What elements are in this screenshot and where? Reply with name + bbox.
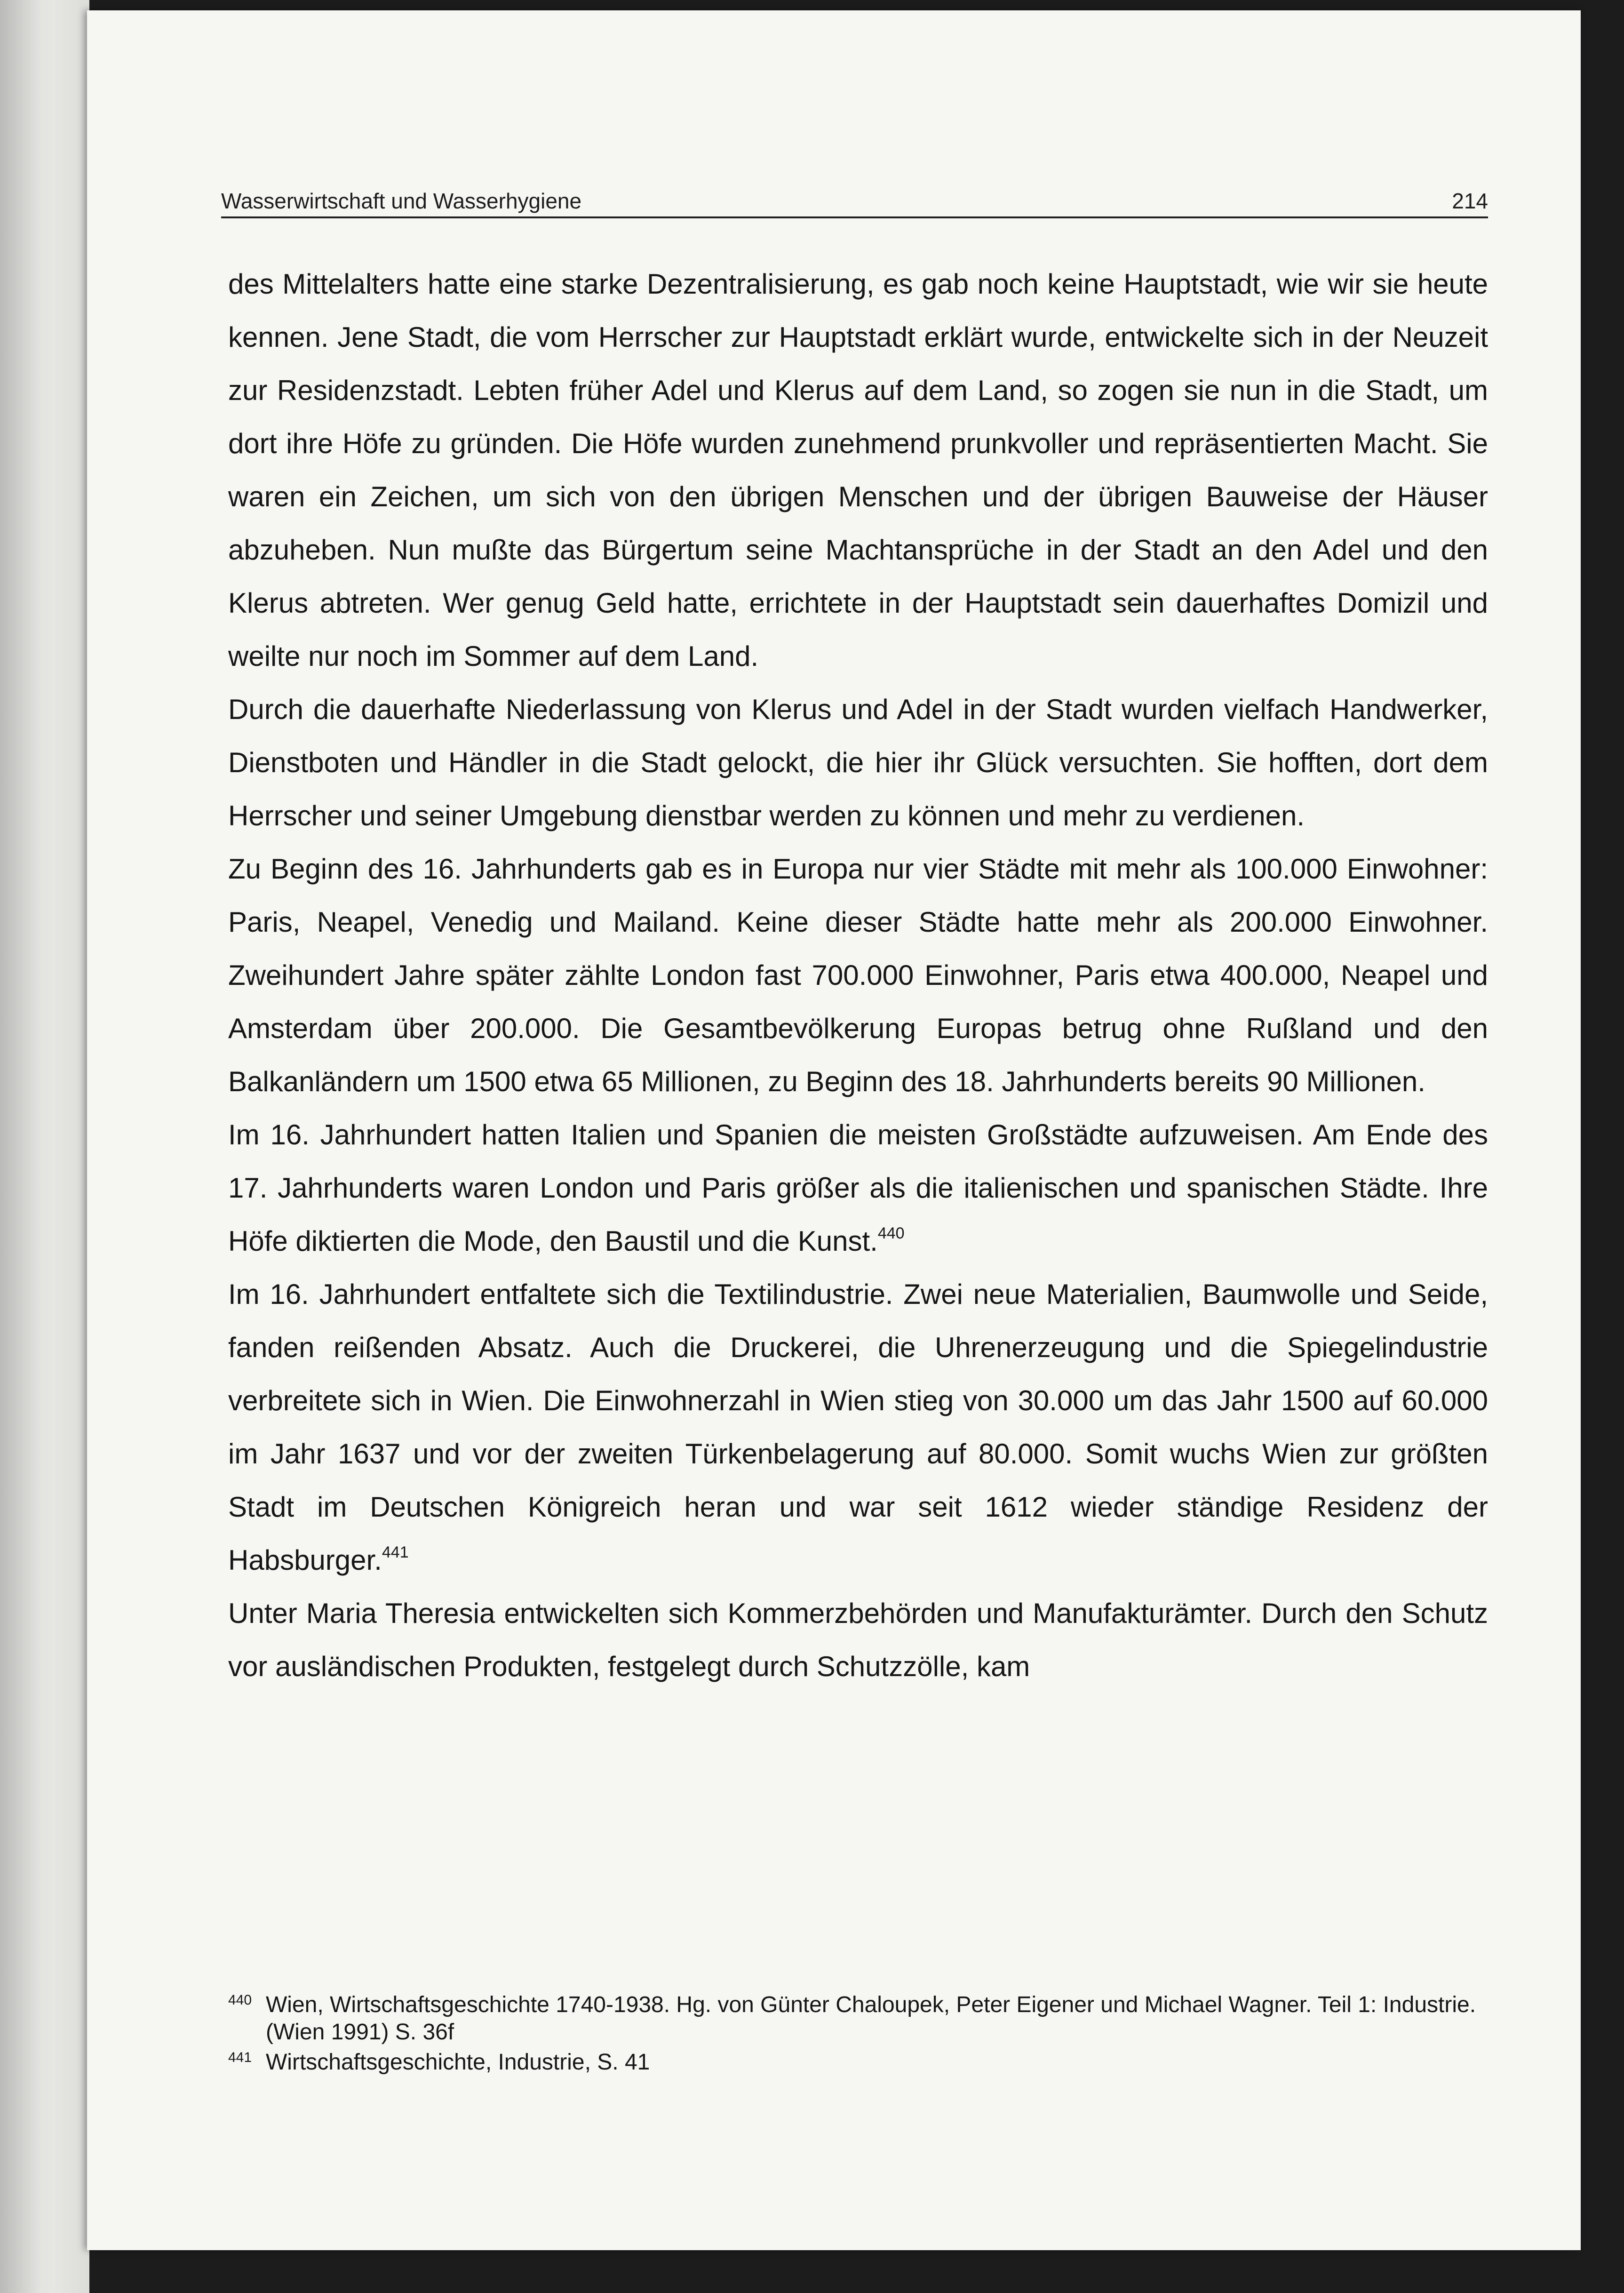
paragraph (228, 257, 1488, 683)
paragraph-text: des Mittelalters hatte eine starke Dezentralisierung, es gab noch keine Hauptstadt, wie wir sie heute kennen. Jene Stadt, die vom Herrscher zur Hauptstadt erklärt wurde, entwickelte sich in der Neuzeit zur Residenzstadt. Lebten früher Adel und Klerus auf dem Land, so zogen sie nun in die Stadt, um dort ihre Höfe zu gründen. Die Höfe wurden zunehmend prunkvoller und repräsentierten Macht. Sie waren ein Zeichen, um sich von den übrigen Menschen und der übrigen Bauweise der Häuser abzuheben. Nun mußte das Bürgertum seine Machtansprüche in der Stadt an den Adel und den Klerus abtreten. Wer genug Geld hatte, errichtete in der Hauptstadt sein dauerhaftes Domizil und weilte nur noch im Sommer auf dem Land. (228, 268, 1488, 672)
paragraph-text: Im 16. Jahrhundert entfaltete sich die Textilindustrie. Zwei neue Materialien, Baumwolle und Seide, fanden reißenden Absatz. Auch die Druckerei, die Uhrenerzeugung und die Spiegelindustrie verbreitete sich in Wien. Die Einwohnerzahl in Wien stieg von 30.000 um das Jahr 1500 auf 60.000 im Jahr 1637 und vor der zweiten Türkenbelagerung auf 80.000. Somit wuchs Wien zur größten Stadt im Deutschen Königreich heran und war seit 1612 wieder ständige Residenz der Habsburger. (228, 1278, 1488, 1576)
page-sheet (87, 10, 1581, 2250)
footnote-reference[interactable]: 440 (877, 1224, 905, 1242)
footnote-mark: 441 (228, 2050, 252, 2065)
footnote-text: Wirtschaftsgeschichte, Industrie, S. 41 (266, 2050, 650, 2075)
page-number: 214 (1452, 189, 1488, 213)
footnote (228, 1991, 1488, 2046)
paragraph-text: Zu Beginn des 16. Jahrhunderts gab es in Europa nur vier Städte mit mehr als 100.000 Einwohner: Paris, Neapel, Venedig und Mailand. Keine dieser Städte hatte mehr als 200.000 Einwohner. Zweihundert Jahre später zählte London fast 700.000 Einwohner, Paris etwa 400.000, Neapel und Amsterdam über 200.000. Die Gesamtbevölkerung Europas betrug ohne Rußland und den Balkanländern um 1500 etwa 65 Millionen, zu Beginn des 18. Jahrhunderts bereits 90 Millionen. (228, 853, 1488, 1097)
paragraph (228, 1268, 1488, 1587)
paragraph-text: Durch die dauerhafte Niederlassung von Klerus und Adel in der Stadt wurden vielfach Handwerker, Dienstboten und Händler in die Stadt gelockt, die hier ihr Glück versuchten. Sie hofften, dort dem Herrscher und seiner Umgebung dienstbar werden zu können und mehr zu verdienen. (228, 694, 1488, 831)
spine-shadow (0, 0, 89, 2293)
running-head: Wasserwirtschaft und Wasserhygiene (221, 189, 582, 213)
paragraph (228, 1108, 1488, 1268)
book-spine-edge (0, 0, 89, 2293)
footnote-reference[interactable]: 441 (382, 1543, 409, 1561)
paragraph (228, 683, 1488, 842)
footnotes (228, 1991, 1488, 2079)
paragraph (228, 842, 1488, 1108)
body-text (228, 257, 1488, 1693)
paragraph-text: Im 16. Jahrhundert hatten Italien und Spanien die meisten Großstädte aufzuweisen. Am Ende des 17. Jahrhunderts waren London und Paris größer als die italienischen und spanischen Städte. Ihre Höfe diktierten die Mode, den Baustil und die Kunst. (228, 1119, 1488, 1257)
footnote (228, 2049, 1488, 2076)
paragraph (228, 1587, 1488, 1693)
paragraph-text: Unter Maria Theresia entwickelten sich Kommerzbehörden und Manufakturämter. Durch den Schutz vor ausländischen Produkten, festgelegt durch Schutzzölle, kam (228, 1598, 1488, 1682)
footnote-text: Wien, Wirtschaftsgeschichte 1740-1938. Hg. von Günter Chaloupek, Peter Eigener und Michael Wagner. Teil 1: Industrie. (Wien 1991) S. 36f (266, 1992, 1476, 2045)
footnote-mark: 440 (228, 1992, 252, 2008)
page-header (221, 179, 1488, 218)
